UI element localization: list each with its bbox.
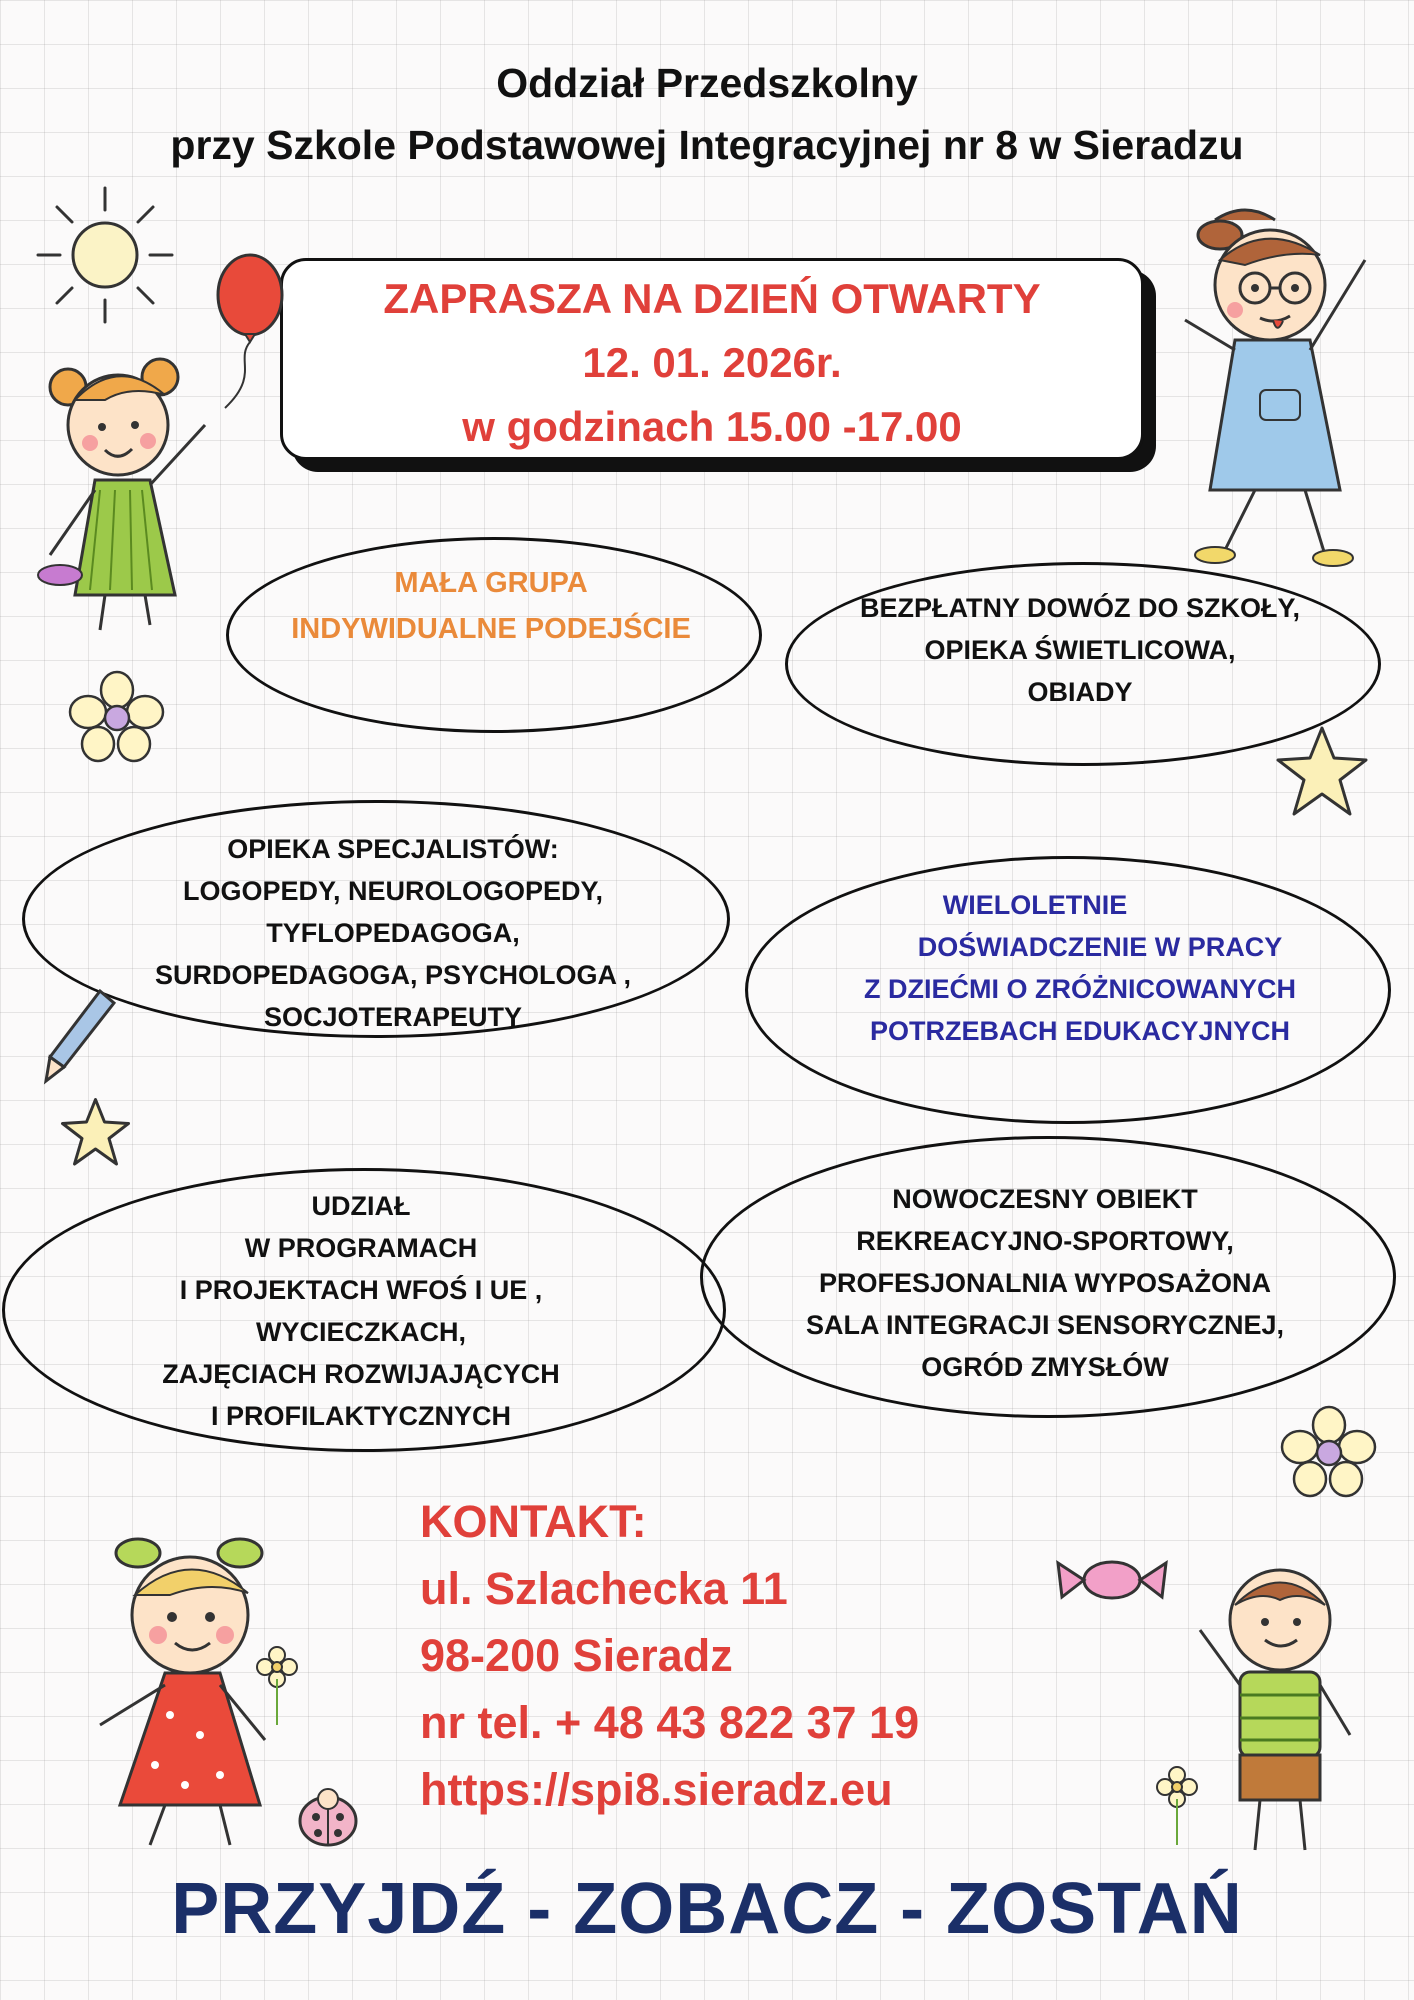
- contact-title: KONTAKT:: [420, 1496, 647, 1547]
- contact-street: ul. Szlachecka 11: [420, 1563, 788, 1614]
- girl-red-dress-icon: [60, 1525, 310, 1855]
- flower-icon: [1282, 1405, 1377, 1500]
- header-line-1: Oddział Przedszkolny: [496, 60, 918, 106]
- contact-website[interactable]: https://spi8.sieradz.eu: [420, 1764, 893, 1815]
- school-header: [0, 52, 1414, 176]
- open-day-invite-box: [280, 258, 1144, 460]
- feature-small-group: MAŁA GRUPA INDYWIDUALNE PODEJŚCIE: [291, 567, 691, 645]
- contact-phone: nr tel. + 48 43 822 37 19: [420, 1697, 920, 1748]
- star-icon: [1272, 722, 1372, 822]
- feature-programs: UDZIAŁ W PROGRAMACH I PROJEKTACH WFOŚ I UE , WYCIECZKACH, ZAJĘCIACH ROZWIJAJĄCYCH I PROFILAKTYCZNYCH: [162, 1191, 560, 1431]
- invite-date: 12. 01. 2026r.: [582, 339, 842, 386]
- girl-left-icon: [20, 355, 220, 635]
- ladybug-icon: [290, 1785, 365, 1850]
- boy-icon: [1185, 1560, 1385, 1860]
- feature-experience: WIELOLETNIE DOŚWIADCZENIE W PRACY Z DZIEĆMI O ZRÓŻNICOWANYCH POTRZEBACH EDUKACYJNYCH: [864, 890, 1296, 1046]
- contact-block: [420, 1488, 919, 1823]
- feature-transport: BEZPŁATNY DOWÓZ DO SZKOŁY, OPIEKA ŚWIETLICOWA, OBIADY: [859, 593, 1300, 707]
- feature-facility: NOWOCZESNY OBIEKT REKREACYJNO-SPORTOWY, PROFESJONALNIA WYPOSAŻONA SALA INTEGRACJI SENSORYCZNEJ, OGRÓD ZMYSŁÓW: [805, 1184, 1285, 1382]
- invite-title: ZAPRASZA NA DZIEŃ OTWARTY: [383, 275, 1041, 322]
- flower-icon: [70, 670, 165, 765]
- slogan: PRZYJDŹ - ZOBACZ - ZOSTAŃ: [171, 1869, 1243, 1949]
- contact-city: 98-200 Sieradz: [420, 1630, 733, 1681]
- sun-icon: [30, 180, 180, 330]
- star-icon: [58, 1095, 133, 1170]
- feature-specialists: OPIEKA SPECJALISTÓW: LOGOPEDY, NEUROLOGOPEDY, TYFLOPEDAGOGA, SURDOPEDAGOGA, PSYCHOLOGA , SOCJOTERAPEUTY: [154, 834, 632, 1032]
- invite-hours: w godzinach 15.00 -17.00: [462, 403, 962, 450]
- pencil-icon: [40, 985, 120, 1085]
- header-line-2: przy Szkole Podstawowej Integracyjnej nr 8 w Sieradzu: [170, 122, 1244, 168]
- candy-icon: [1052, 1545, 1172, 1615]
- girl-glasses-icon: [1165, 200, 1395, 570]
